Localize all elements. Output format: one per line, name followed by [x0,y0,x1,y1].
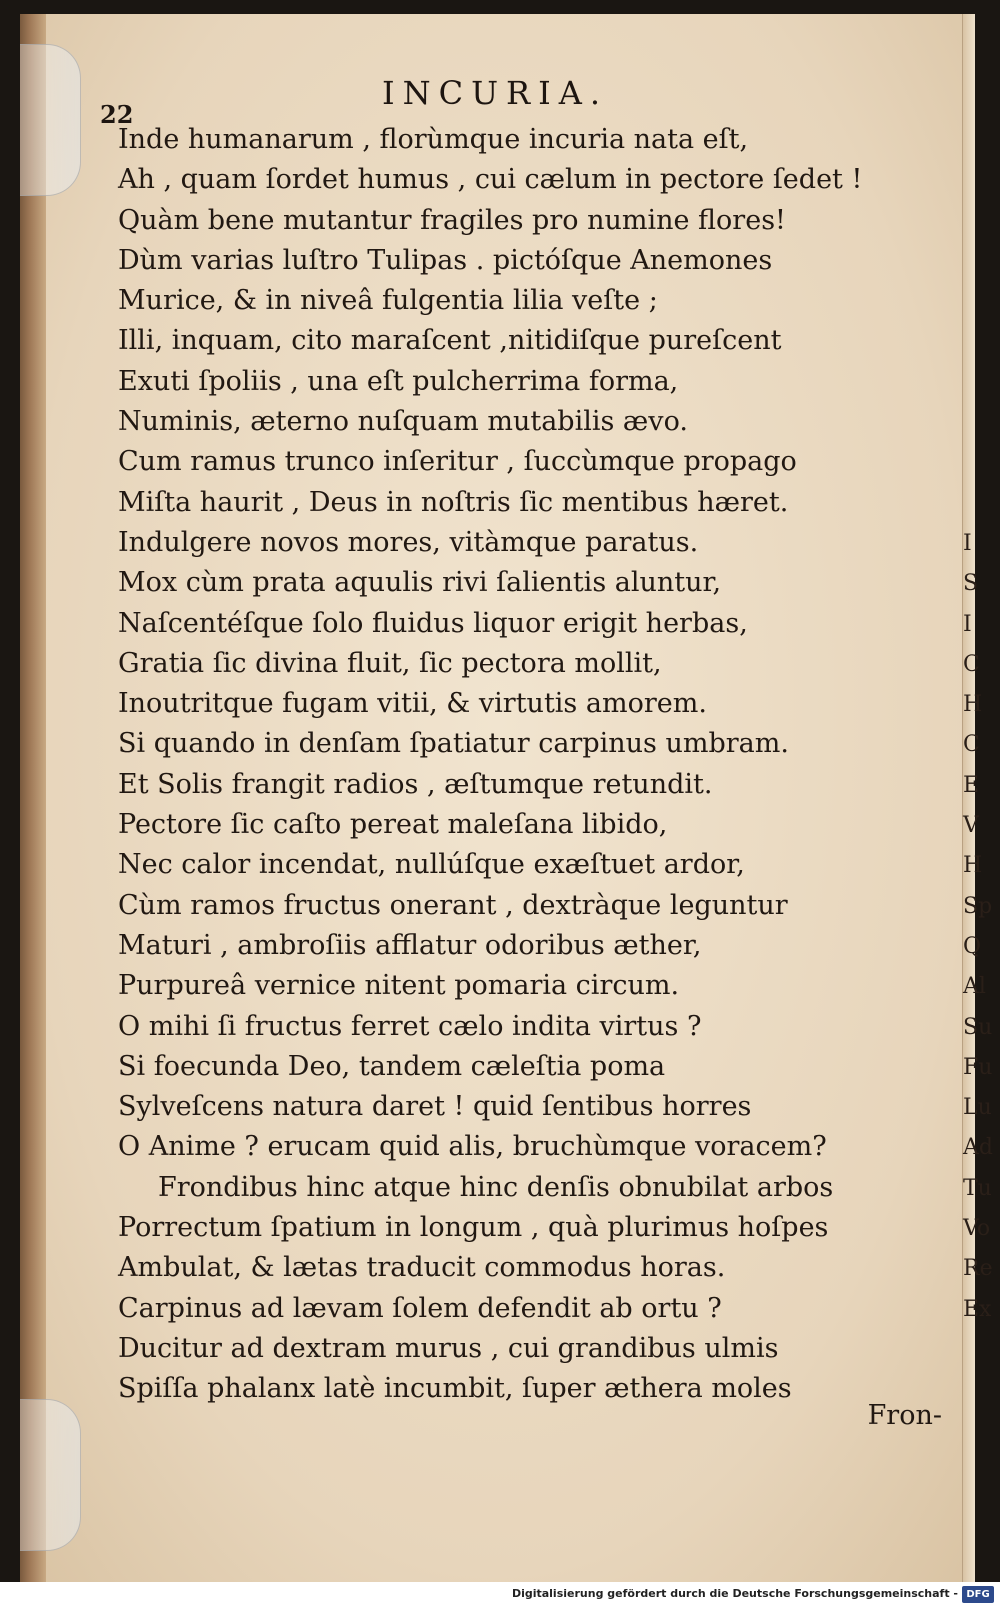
next-page-letters [963,524,993,1330]
verse-line: Frondibus hinc atque hinc denſis obnubilat arbos [158,1171,834,1203]
facing-page-letter: Q [963,933,982,959]
verse-line: Nec calor incendat, nullúſque exæſtuet ardor, [118,849,745,881]
facing-page-letter: I [963,531,972,556]
facing-page-letter: Re [963,1256,993,1282]
verse-line: Naſcentéſque ſolo fluidus liquor erigit herbas, [118,607,748,639]
verse-line: O Anime ? erucam quid alis, bruchùmque voracem? [118,1131,827,1163]
verse-line: Quàm bene mutantur fragiles pro numine flores! [118,204,786,236]
facing-page-letter: H [963,853,983,879]
facing-page-letter: I [963,611,972,637]
dfg-logo: DFG [962,1586,994,1603]
facing-page-letter: Ad [963,1135,993,1161]
verse-line: Si quando in denſam ſpatiatur carpinus umbram. [118,728,789,760]
verse-text [118,120,918,1410]
verse-line: Inoutritque fugam vitii, & virtutis amorem. [118,688,707,720]
facing-page-letter: V [963,813,979,839]
verse-line: Gratia ſic divina fluit, ſic pectora mollit, [118,647,662,679]
page-title: INCURIA. [381,74,609,112]
facing-page-letter: Fu [963,1054,993,1080]
verse-line: Mox cùm prata aquulis rivi ſalientis aluntur, [118,567,722,599]
verse-line: Si foecunda Deo, tandem cæleſtia poma [118,1050,666,1082]
facing-page-letter: Sp [963,893,993,919]
facing-page-letter: C [963,732,980,758]
facing-page-letter: E [963,772,980,798]
facing-page-letter: S [963,571,979,597]
footer-bar [0,1582,1000,1608]
next-page-edge [962,14,993,1582]
verse-line: Cum ramus trunco inſeritur , ſuccùmque propago [118,446,797,478]
verse-line: Spiſſa phalanx latè incumbit, ſuper æthera moles [118,1373,792,1405]
facing-page-letter: Su [963,1014,993,1040]
facing-page-letter: Ex [963,1296,992,1322]
verse-line: Ducitur ad dextram murus , cui grandibus ulmis [118,1332,779,1364]
verse-line: Exuti ſpoliis , una eſt pulcherrima forma, [118,365,679,397]
facing-page-letter: H [963,692,983,718]
catchword: Fron- [867,1400,942,1431]
verse-line: Illi, inquam, cito maraſcent ,nitidiſque pureſcent [118,325,782,357]
facing-page-letter: Lu [963,1095,992,1121]
verse-line: Purpureâ vernice nitent pomaria circum. [118,970,680,1002]
verse-line: Maturi , ambroſiis afflatur odoribus æther, [118,929,702,961]
verse-line: Inde humanarum , florùmque incuria nata eſt, [118,124,749,155]
verse-line: Et Solis frangit radios , æſtumque retundit. [118,768,713,800]
facing-page-letter: Al [963,974,986,1000]
footer-credit: Digitalisierung gefördert durch die Deutsche Forschungsgemeinschaft - [511,1587,958,1600]
verse-line: Cùm ramos fructus onerant , dextràque leguntur [118,889,788,921]
facing-page-letter: C [963,651,980,677]
verse-line: Pectore ſic caſto pereat maleſana libido, [118,809,668,841]
facing-page-letter: Vo [963,1216,991,1242]
verse-line: Murice, & in niveâ fulgentia lilia veſte ; [118,285,658,317]
verse-line: O mihi ſi fructus ferret cælo indita virtus ? [118,1010,702,1042]
verse-line: Porrectum ſpatium in longum , quà plurimus hoſpes [118,1212,829,1244]
page-number: 22 [100,100,134,129]
verse-line: Numinis, æterno nuſquam mutabilis ævo. [118,406,688,438]
page-clip-top [20,44,81,196]
verse-line: Dùm varias luſtro Tulipas . pictóſque Anemones [118,244,773,276]
page-clip-bottom [20,1399,81,1551]
verse-line: Ah , quam ſordet humus , cui cælum in pectore ſedet ! [118,164,863,196]
verse-line: Miſta haurit , Deus in noſtris ſic mentibus hæret. [118,486,789,518]
book-gutter [20,14,46,1582]
verse-line: Carpinus ad lævam ſolem defendit ab ortu ? [118,1292,722,1324]
running-head [100,60,890,129]
verse-line: Sylveſcens natura daret ! quid ſentibus horres [118,1091,752,1123]
verse-line: Indulgere novos mores, vitàmque paratus. [118,526,699,558]
verse-line: Ambulat, & lætas traducit commodus horas. [118,1252,726,1284]
facing-page-letter: Tu [963,1175,992,1201]
